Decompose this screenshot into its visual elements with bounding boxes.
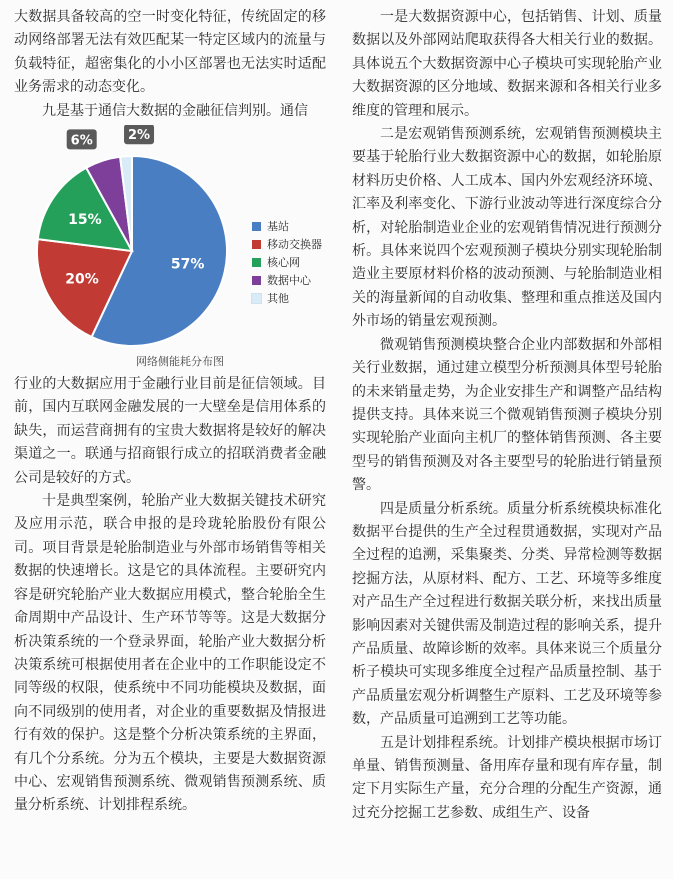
legend-item	[252, 271, 322, 289]
legend-label: 基站	[267, 220, 289, 234]
paragraph: 五是计划排程系统。计划排产模块根据市场订单量、销售预测量、备用库存量和现有库存量，制定下月实际生产量，充分合理的分配生产资源，通过充分挖掘工艺参数、成组生产、设备	[352, 734, 662, 821]
legend-label: 移动交换器	[267, 238, 322, 252]
legend-swatch	[252, 240, 261, 249]
legend-item	[252, 235, 322, 253]
legend-item	[252, 253, 322, 271]
right-column	[352, 6, 662, 825]
paragraph: 十是典型案例，轮胎产业大数据关键技术研究及应用示范，联合申报的是玲珑轮胎股份有限公司。项目背景是轮胎制造业与外部市场销售等相关数据的快速增长。这是它的具体流程。主要研究内容是研究轮胎产业大数据应用模式，整合轮胎全生命周期中产品设计、生产环节等等。这是大数据分析决策系统的一个登录界面，轮胎产业大数据分析决策系统可根据使用者在企业中的工作职能设定不同等级的权限，使系统中不同功能模块及数据，面向不同级别的使用者，对企业的重要数据及情报进行有效的保护。这是整个分析决策系统的主界面，有几个分系统。分为五个模块，主要是大数据资源中心、宏观销售预测系统、微观销售预测系统、质量分析系统、计划排程系统。	[14, 493, 326, 814]
legend-swatch	[252, 294, 261, 303]
figure-caption: 网络侧能耗分布图	[136, 355, 224, 369]
pie-data-label: 2%	[127, 128, 151, 144]
pie-data-label: 15%	[68, 211, 102, 228]
pie-data-label: 6%	[70, 133, 93, 149]
legend-label: 数据中心	[267, 274, 311, 288]
legend-swatch	[252, 222, 261, 231]
paragraph: 一是大数据资源中心，包括销售、计划、质量数据以及外部网站爬取获得各大相关行业的数据。具体说五个大数据资源中心子模块可实现轮胎产业大数据资源的区分地域、数据来源和各相关行业多维度的管理和展示。	[352, 9, 662, 119]
legend-item	[252, 289, 322, 307]
legend-swatch	[252, 276, 261, 285]
paragraph: 微观销售预测模块整合企业内部数据和外部相关行业数据，通过建立模型分析预测具体型号轮胎的未来销量走势，为企业安排生产和调整产品结构提供支持。具体来说三个微观销售预测子模块分别实现轮胎产业面向主机厂的整体销售预测、各主要型号的销售预测及对各主要型号的轮胎进行销量预警。	[352, 336, 662, 494]
pie-chart-figure	[14, 125, 326, 373]
paragraph: 九是基于通信大数据的金融征信判别。通信	[42, 102, 308, 119]
legend-swatch	[252, 258, 261, 267]
legend-label: 其他	[267, 292, 289, 306]
left-column	[14, 6, 326, 818]
pie-data-label: 57%	[170, 256, 205, 273]
paragraph: 四是质量分析系统。质量分析系统模块标准化数据平台提供的生产全过程贯通数据，实现对产品全过程的追溯，采集聚类、分类、异常检测等数据挖掘方法，从原材料、配方、工艺、环境等多维度对产品生产全过程进行数据关联分析，来找出质量影响因素对关键供需及制造过程的影响关系，提升产品质量、故障诊断的效率。具体来说三个质量分析子模块可实现多维度全过程产品质量控制、基于产品质量宏观分析调整生产原料、工艺及环境等参数，产品质量可追溯到工艺等功能。	[352, 500, 662, 728]
legend-item	[252, 217, 322, 235]
pie-data-label: 20%	[65, 271, 99, 288]
legend-label: 核心网	[267, 256, 300, 270]
chart-legend	[252, 217, 322, 307]
paragraph: 大数据具备较高的空一时变化特征，传统固定的移动网络部署无法有效匹配某一特定区域内的流量与负载特征，超密集化的小小区部署也无法实时适配业务需求的动态变化。	[14, 9, 326, 96]
paragraph: 行业的大数据应用于金融行业目前是征信领域。目前，国内互联网金融发展的一大壁垒是信用体系的缺失，而运营商拥有的宝贵大数据将是较好的解决渠道之一。联通与招商银行成立的招联消费者金融公司是较好的方式。	[14, 376, 326, 486]
paragraph: 二是宏观销售预测系统，宏观销售预测模块主要基于轮胎行业大数据资源中心的数据，如轮胎原材料历史价格、人工成本、国内外宏观经济环境、汇率及利率变化、下游行业波动等进行深度综合分析，对轮胎制造业企业的宏观销售情况进行预测分析。具体来说四个宏观预测子模块分别实现轮胎制造业主要原材料价格的波动预测、与轮胎制造业相关的海量新闻的自动收集、整理和重点推送及国内外市场的销量宏观预测。	[352, 126, 662, 330]
